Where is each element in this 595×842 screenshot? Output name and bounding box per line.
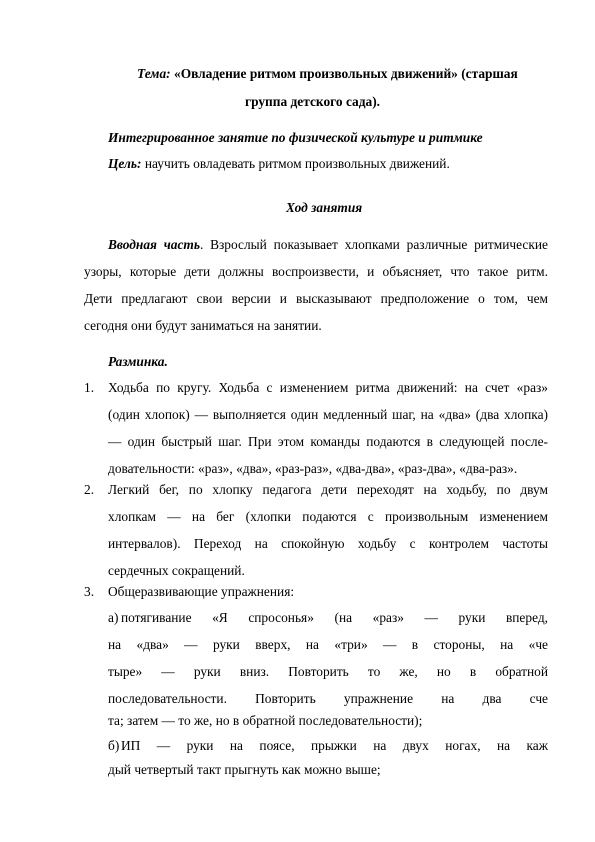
sub-item-a-line-1: потягивание «Я спросонья» (на «раз» — руки вперед, xyxy=(121,610,548,625)
list-item-2-line-4: сердечных сокращений. xyxy=(108,563,245,578)
intro-line-1 xyxy=(108,237,548,253)
sub-item-b-line-2: дый четвертый такт прыгнуть как можно выше; xyxy=(108,762,381,777)
list-item-1-line-4: довательности: «раз», «два», «раз-раз», «два-два», «раз-два», «два-раз». xyxy=(108,461,518,476)
goal-label: Цель: xyxy=(108,156,142,171)
list-item-1-line-3: — один быстрый шаг. При этом команды подаются в следующей после- xyxy=(108,434,548,449)
list-item-number: 3. xyxy=(84,584,95,599)
list-item-1-line-2: (один хлопок) — выполняется один медленный шаг, на «два» (два хлопка) xyxy=(108,407,548,422)
section-title: Ход занятия xyxy=(286,200,363,215)
intro-line-2: узоры, которые дети должны воспроизвести, и объясняет, что такое ритм. xyxy=(84,264,548,279)
intro-label: Вводная часть xyxy=(108,237,200,252)
sub-item-a-line-2: на «два» — руки вверх, на «три» — в стороны, на «че xyxy=(108,637,548,652)
sub-item-b-label: б) xyxy=(108,738,120,753)
intro-text-1: . Взрослый показывает хлопками различные ритмические xyxy=(199,237,548,252)
sub-item-b-line-1: ИП — руки на поясе, прыжки на двух ногах, на каж xyxy=(121,738,548,753)
topic-label: Тема: xyxy=(137,66,171,81)
sub-item-a-line-3: тыре» — руки вниз. Повторить то же, но в обратной xyxy=(108,664,548,679)
intro-line-3: Дети предлагают свои версии и высказывают предположение о том, чем xyxy=(84,291,548,306)
sub-item-a-line-5: та; затем — то же, но в обратной последовательности); xyxy=(108,713,423,728)
sub-item-a-label: а) xyxy=(108,610,119,625)
goal-text: научить овладевать ритмом произвольных движений. xyxy=(144,156,450,171)
list-item-number: 2. xyxy=(84,482,95,497)
sub-item-a-line-4: последовательности. Повторить упражнение на два сче xyxy=(108,691,548,706)
list-item-number: 1. xyxy=(84,380,95,395)
topic-line-2 xyxy=(245,94,380,110)
topic-text-2: группа детского сада). xyxy=(245,94,381,109)
warmup-title: Разминка. xyxy=(108,354,168,369)
list-item-2-line-1: Легкий бег, по хлопку педагога дети переходят на ходьбу, по двум xyxy=(108,482,548,497)
list-item-2-line-2: хлопкам — на бег (хлопки подаются с произвольным изменением xyxy=(108,509,548,524)
topic-text-1: «Овладение ритмом произвольных движений» (старшая xyxy=(174,66,518,81)
list-item-3-line-1: Общеразвивающие упражнения: xyxy=(108,584,295,599)
topic-line-1 xyxy=(137,66,518,82)
goal-line xyxy=(108,156,450,172)
list-item-1-line-1: Ходьба по кругу. Ходьба с изменением ритма движений: на счет «раз» xyxy=(108,380,548,395)
list-item-2-line-3: интервалов). Переход на спокойную ходьбу с контролем частоты xyxy=(108,536,548,551)
intro-line-4: сегодня они будут заниматься на занятии. xyxy=(84,318,322,333)
integrated-title: Интегрированное занятие по физической культуре и ритмике xyxy=(108,130,483,145)
